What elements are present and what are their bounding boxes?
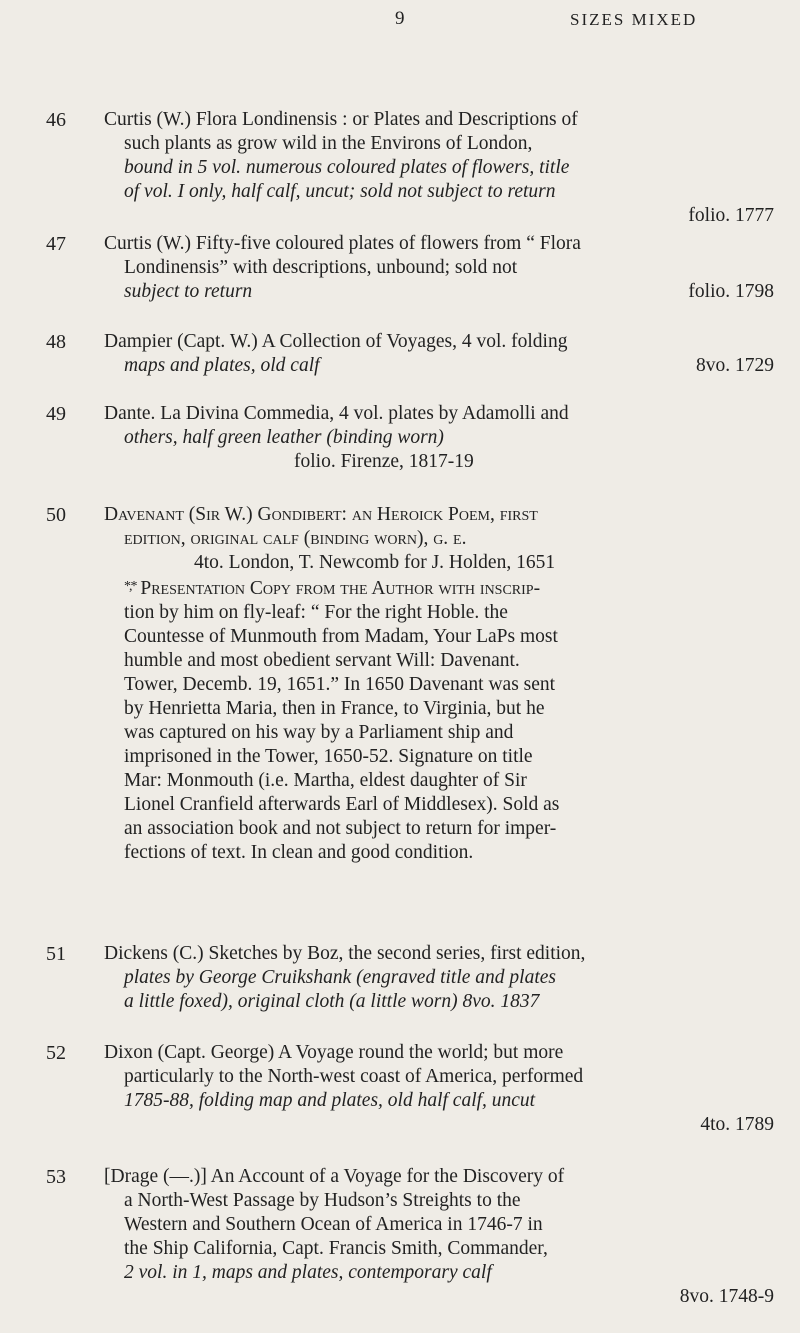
lot-note-line: an association book and not subject to return for imper- [124,818,557,839]
lot-line: others, half green leather (binding worn) [124,427,444,448]
lot-line: 1785-88, folding map and plates, old half calf, uncut [124,1090,536,1111]
lot-line: Dampier (Capt. W.) A Collection of Voyages, 4 vol. folding [104,331,568,352]
running-head: SIZES MIXED [570,10,698,29]
lot-format-date: 4to. London, T. Newcomb for J. Holden, 1651 [194,552,556,573]
lot-condition: subject to return [124,281,253,302]
lot-line: a little foxed), original cloth (a little worn) 8vo. 1837 [124,991,540,1012]
lot-format-date: folio. 1798 [688,281,774,302]
lot-line: Dixon (Capt. George) A Voyage round the world; but more [104,1042,564,1063]
lot-number: 47 [46,233,66,255]
lot-note-line: imprisoned in the Tower, 1650-52. Signature on title [124,746,533,767]
lot-format-date: 8vo. 1748-9 [679,1286,774,1307]
lot-line: 2 vol. in 1, maps and plates, contemporary calf [124,1262,492,1283]
lot-number: 50 [46,504,66,526]
lot-description [104,108,774,228]
lot-number: 53 [46,1166,66,1188]
lot-line: such plants as grow wild in the Environs of London, [124,133,533,154]
lot-line: plates by George Cruikshank (engraved title and plates [124,967,556,988]
lot-line: Dante. La Divina Commedia, 4 vol. plates by Adamolli and [104,403,569,424]
lot-note-line: Countesse of Munmouth from Madam, Your LaPs most [124,626,558,647]
lot-line: Londinensis” with descriptions, unbound; sold not [124,257,518,278]
lot-line: a North-West Passage by Hudson’s Streights to the [124,1190,521,1211]
lot-line [104,280,774,304]
lot-description [104,503,774,865]
lot-number: 51 [46,943,66,965]
lot-description [104,942,774,1014]
page-number: 9 [395,8,405,29]
lot-number: 46 [46,109,66,131]
lot-line: Western and Southern Ocean of America in 1746-7 in [124,1214,543,1235]
asterism: *,* [124,579,136,594]
lot-description [104,402,774,474]
lot-note-line: *,* Presentation Copy from the Author with inscrip- [124,578,541,599]
lot-note-line: Lionel Cranfield afterwards Earl of Middlesex). Sold as [124,794,560,815]
lot-note-line: Tower, Decemb. 19, 1651.” In 1650 Davenant was sent [124,674,556,695]
lot-description [104,1165,774,1309]
lot-line: particularly to the North-west coast of America, performed [124,1066,584,1087]
lot-line: edition, original calf (binding worn), g. e. [124,528,467,549]
lot-description [104,232,774,304]
lot-format-date: folio. 1777 [688,205,774,226]
lot-line [104,354,774,378]
lot-line: bound in 5 vol. numerous coloured plates of flowers, title [124,157,570,178]
lot-format-date: folio. Firenze, 1817-19 [294,451,474,472]
lot-condition: maps and plates, old calf [124,355,320,376]
lot-note-line: was captured on his way by a Parliament ship and [124,722,514,743]
lot-note-line: tion by him on fly-leaf: “ For the right Hoble. the [124,602,508,623]
lot-line: [Drage (—.)] An Account of a Voyage for the Discovery of [104,1166,565,1187]
lot-description [104,1041,774,1137]
lot-number: 49 [46,403,66,425]
lot-note-line: humble and most obedient servant Will: Davenant. [124,650,520,671]
lot-number: 48 [46,331,66,353]
lot-description [104,330,774,378]
lot-format-date: 8vo. 1729 [696,355,774,376]
page-header [0,6,800,36]
lot-note-line: fections of text. In clean and good condition. [124,842,474,863]
lot-note [104,575,774,865]
lot-line: Curtis (W.) Fifty-five coloured plates of flowers from “ Flora [104,233,581,254]
lot-note-line: Mar: Monmouth (i.e. Martha, eldest daughter of Sir [124,770,527,791]
lot-line: the Ship California, Capt. Francis Smith, Commander, [124,1238,548,1259]
lot-line: of vol. I only, half calf, uncut; sold not subject to return [124,181,556,202]
lot-line: Dickens (C.) Sketches by Boz, the second series, first edition, [104,943,586,964]
lot-line: Curtis (W.) Flora Londinensis : or Plates and Descriptions of [104,109,578,130]
lot-number: 52 [46,1042,66,1064]
lot-format-date: 4to. 1789 [700,1114,774,1135]
lot-note-line: by Henrietta Maria, then in France, to Virginia, but he [124,698,545,719]
lot-line: Davenant (Sir W.) Gondibert: an Heroick Poem, first [104,504,538,525]
